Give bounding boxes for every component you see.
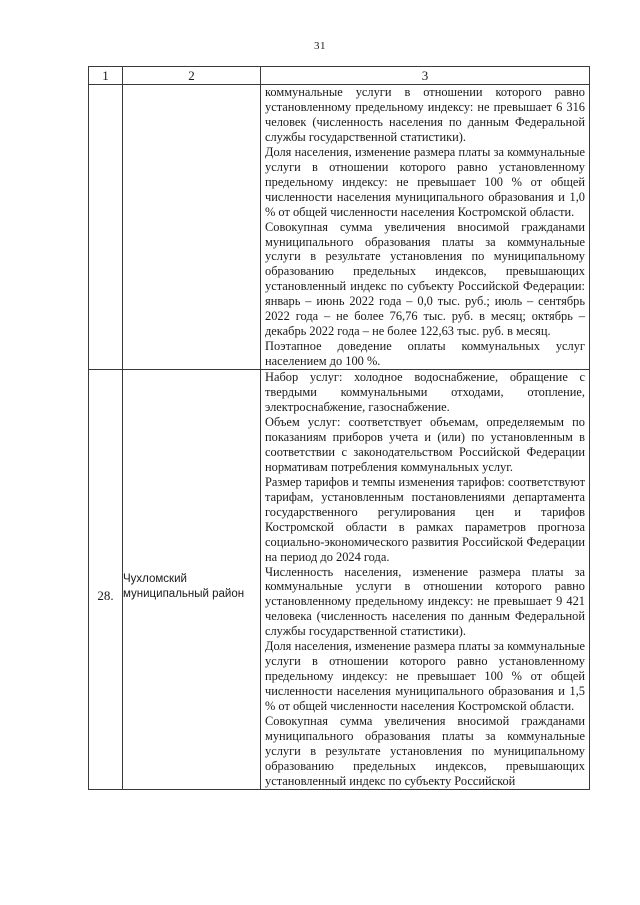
paragraph: Набор услуг: холодное водоснабжение, обращение с твердыми коммунальными отходами, отопление, электроснабжение, газоснабжение. bbox=[265, 370, 585, 415]
paragraph: Совокупная сумма увеличения вносимой гражданами муниципального образования платы за коммунальные услуги в результате установления по муниципальному образованию предельных индексов, превышающих установленный индекс по субъекту Российской Федерации: январь – июнь 2022 года – 0,0 тыс. руб.; июль – сентябрь 2022 года – не более 76,76 тыс. руб. в месяц; октябрь – декабрь 2022 года – не более 122,63 тыс. руб. в месяц. bbox=[265, 219, 585, 339]
paragraph: Объем услуг: соответствует объемам, определяемым по показаниям приборов учета и (или) по установленным в соответствии с законодательством Российской Федерации нормативам потребления коммунальных услуг. bbox=[265, 414, 585, 474]
header-col-3: 3 bbox=[261, 67, 590, 85]
paragraph: Доля населения, изменение размера платы за коммунальные услуги в отношении которого равно установленному предельному индексу: не превышает 100 % от общей численности населения муниципального образования и 1,0 % от общей численности населения Костромской области. bbox=[265, 144, 585, 219]
paragraph: Поэтапное доведение оплаты коммунальных услуг населением до 100 %. bbox=[265, 339, 585, 369]
paragraph: Численность населения, изменение размера платы за коммунальные услуги в отношении которого равно установленному предельному индексу: не превышает 9 421 человека (численность населения по данным Федеральной службы государственной статистики). bbox=[265, 564, 585, 639]
row-content bbox=[261, 85, 590, 370]
region-name bbox=[123, 85, 261, 370]
row-content bbox=[261, 370, 590, 790]
row-number: 28. bbox=[89, 370, 123, 790]
row-number bbox=[89, 85, 123, 370]
page-number: 31 bbox=[314, 40, 326, 52]
table-row bbox=[89, 370, 590, 790]
header-col-1: 1 bbox=[89, 67, 123, 85]
header-col-2: 2 bbox=[123, 67, 261, 85]
table-header-row bbox=[89, 67, 590, 85]
table-row bbox=[89, 85, 590, 370]
paragraph: коммунальные услуги в отношении которого равно установленному предельному индексу: не превышает 6 316 человек (численность населения по данным Федеральной службы государственной статистики). bbox=[265, 85, 585, 144]
paragraph: Совокупная сумма увеличения вносимой гражданами муниципального образования платы за коммунальные услуги в результате установления по муниципальному образованию предельных индексов, превышающих установленный индекс по субъекту Российской bbox=[265, 714, 585, 788]
document-table bbox=[88, 66, 590, 790]
region-name: Чухломский муниципальный район bbox=[123, 370, 261, 790]
paragraph: Доля населения, изменение размера платы за коммунальные услуги в отношении которого равно установленному предельному индексу: не превышает 100 % от общей численности населения муниципального образования и 1,5 % от общей численности населения Костромской области. bbox=[265, 639, 585, 714]
paragraph: Размер тарифов и темпы изменения тарифов: соответствуют тарифам, установленным постановлениями департамента государственного регулирования цен и тарифов Костромской области в рамках параметров прогноза социально-экономического развития Российской Федерации на период до 2024 года. bbox=[265, 474, 585, 564]
